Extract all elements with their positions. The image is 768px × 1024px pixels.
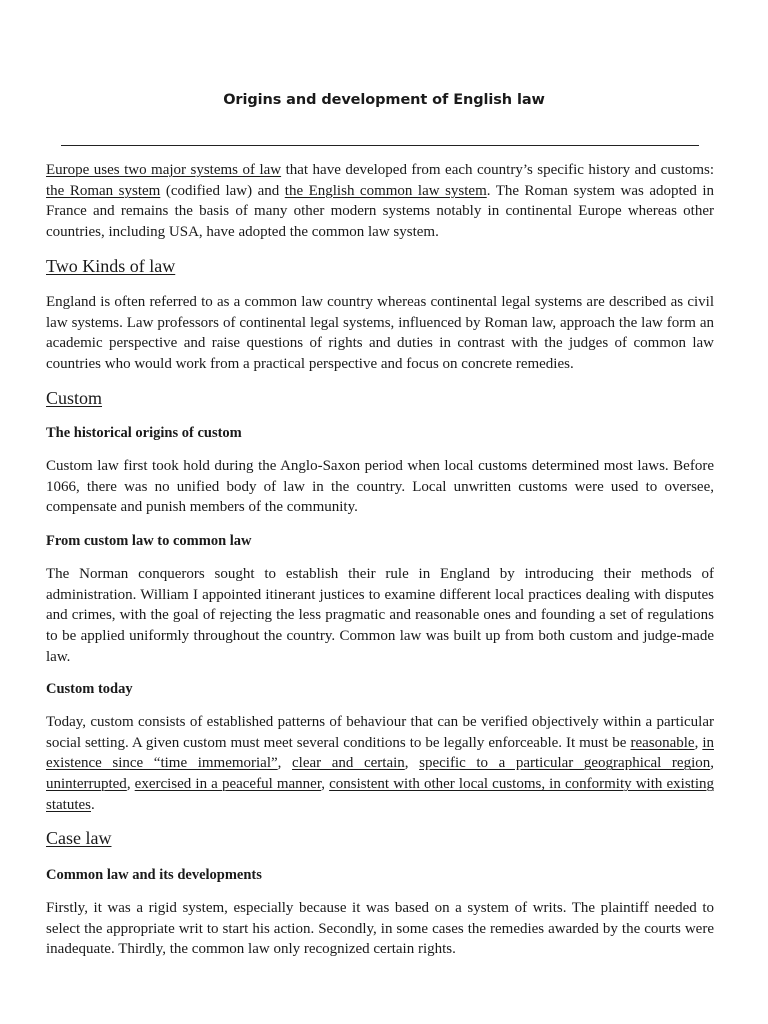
custom-to-common-paragraph: The Norman conquerors sought to establish their rule in England by introducing their methods of administration. William I appointed itinerant justices to examine different local practices dealing with disputes and crimes, with the goal of rejecting the less pragmatic and reasonable ones and founding a set of regulations to be applied uniformly throughout the country. Common law was built up from both custom and judge-made law.: [46, 566, 714, 665]
link-peaceful-manner[interactable]: exercised in a peaceful manner: [134, 776, 322, 793]
page-title: Origins and development of English law: [223, 92, 545, 108]
two-kinds-paragraph: England is often referred to as a common law country whereas continental legal systems are described as civil law systems. Law professors of continental legal systems, influenced by Roman law, approach the law form an academic perspective and raise questions of rights and duties in contrast with the judges of common law countries who would work from a practical perspective and focus on concrete remedies.: [46, 294, 714, 373]
separator: ,: [694, 734, 703, 751]
heading-case-law: Case law: [46, 828, 112, 848]
common-law-paragraph: Firstly, it was a rigid system, especially because it was based on a system of writs. The plaintiff needed to select the appropriate writ to start his action. Secondly, in some cases the remedies awarded by the courts were inadequate. Thirdly, the common law only recognized certain rights.: [46, 900, 714, 958]
separator: ,: [321, 776, 330, 793]
subheading-custom-today: Custom today: [46, 681, 133, 697]
period: .: [91, 796, 95, 813]
link-reasonable[interactable]: reasonable: [630, 734, 695, 751]
link-common-law-system[interactable]: the English common law system: [284, 182, 487, 199]
intro-paragraph: [46, 160, 714, 243]
title-divider: [61, 145, 699, 146]
link-roman-system[interactable]: the Roman system: [46, 182, 161, 199]
link-clear-and-certain[interactable]: clear and certain: [292, 755, 405, 772]
link-uninterrupted[interactable]: uninterrupted: [46, 776, 127, 793]
custom-today-text: Today, custom consists of established patterns of behaviour that can be verified objectively within a particular social setting. A given custom must meet several conditions to be legally enforceable. It must be: [46, 714, 714, 751]
intro-text-1: that have developed from each country’s specific history and customs:: [281, 162, 714, 178]
heading-custom: Custom: [46, 388, 103, 408]
separator: ,: [404, 755, 420, 772]
intro-text-2: (codified law) and: [160, 182, 285, 199]
subheading-historical-origins: The historical origins of custom: [46, 425, 242, 441]
subheading-custom-to-common: From custom law to common law: [46, 533, 252, 549]
separator: ,: [126, 776, 135, 793]
heading-two-kinds-of-law: Two Kinds of law: [46, 256, 176, 276]
custom-today-paragraph: [46, 712, 714, 816]
subheading-common-law-developments: Common law and its developments: [46, 867, 262, 883]
link-geographical-region[interactable]: specific to a particular geographical region: [419, 755, 711, 772]
historical-paragraph: Custom law first took hold during the Anglo-Saxon period when local customs determined most laws. Before 1066, there was no unified body of law in the country. Local unwritten customs were used to oversee, compensate and punish members of the community.: [46, 458, 714, 516]
link-time-immemorial[interactable]: in existence since “time immemorial”: [46, 734, 714, 772]
separator: ,: [277, 755, 293, 772]
link-two-major-systems[interactable]: Europe uses two major systems of law: [46, 162, 282, 178]
link-consistent-with-customs[interactable]: consistent with other local customs, in conformity with existing statutes: [46, 776, 714, 813]
separator: ,: [710, 755, 715, 772]
intro-text-3: . The Roman system was adopted in France and remains the basis of many other modern systems notably in continental Europe whereas other countries, including USA, have adopted the common law system.: [46, 182, 715, 241]
